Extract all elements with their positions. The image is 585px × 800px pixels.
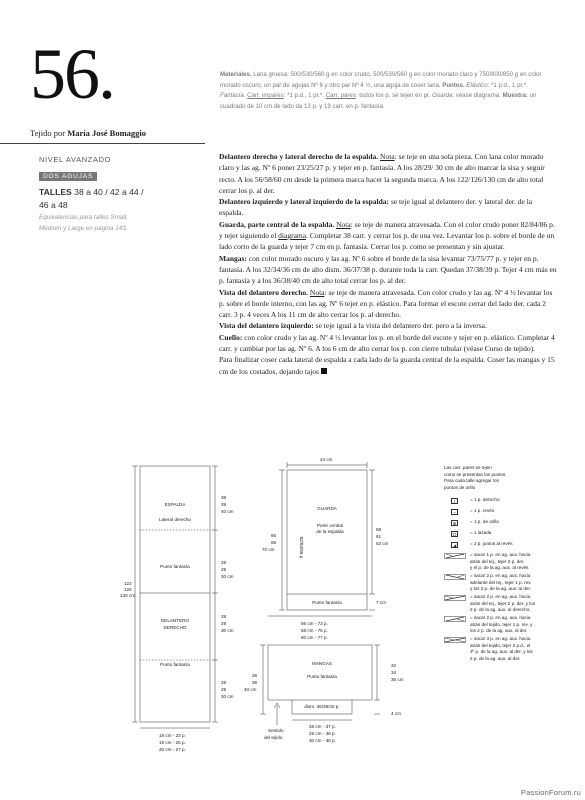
instr-title: Vista del delantero izquierdo: <box>219 321 314 331</box>
guarda-rh-c: 63 cm <box>376 541 389 546</box>
impares-text: : *1 p.d., 1 pr.*. <box>283 92 326 100</box>
instr-text: : se teje en una sola pieza. Con lana color morado claro y las ag. Nº 6 poner 23/25/27 p. y tejer en p. fantasía. A los 28/29/ 30 cm de alto marcar la sisa y seguir recto. A los 56/58/60 cm desde la primera marca hacer la segunda marca. A los 122/126/130 cm de alto total cerrar los p. al der. <box>219 152 545 195</box>
front-label-pf2: Punto fantasía <box>160 662 190 667</box>
instr-text: se teje igual al delantero der. y lateral der. de la espalda. <box>219 197 533 218</box>
guarda-h-c: 70 cm <box>262 547 275 552</box>
front-width-2: 19 cm - 25 p. <box>159 740 186 745</box>
sleeve-width-2: 58 cm - 75 p. <box>301 628 328 633</box>
seg1-b: 39 <box>221 502 227 507</box>
carr-impares: Carr. impares <box>247 92 284 100</box>
legend-head-line: Las carr. pares se tejen <box>444 465 492 470</box>
author-name: María José Bomaggio <box>67 128 147 138</box>
legend-line: atrás del tej., tejer 2 p. der. <box>470 558 525 564</box>
fantasia-label: Fantasía <box>220 92 244 100</box>
sleeve-dism: dism. 36/38/40 p. <box>304 704 340 709</box>
instr-title: Guarda, parte central de la espalda. <box>219 219 335 229</box>
cuff-width-3: 30 cm - 39 p. <box>309 738 336 743</box>
nota-label: Nota <box>309 287 325 297</box>
legend-item <box>444 497 564 508</box>
legend-line: 3º p. de la ag. aux. al der. y los <box>470 649 533 654</box>
cable-cross-icon <box>444 553 466 559</box>
guarda-rh-b: 61 <box>376 534 382 539</box>
guarda-rh-a: 59 <box>376 527 382 532</box>
legend-text <box>470 552 564 572</box>
sleeve-h-b: 38 <box>252 680 258 685</box>
symbol-legend <box>444 465 564 664</box>
legend-item <box>444 530 564 541</box>
sleeve-width-3: 60 cm - 77 p. <box>301 635 328 640</box>
guarda-h-b: 68 <box>271 540 277 545</box>
instr-text: : se teje de manera atravesada. Con color crudo y las ag. Nº 4 ½ levantar los p. sobre el borde interno, con las ag. Nº 6 tejer en p. elástico. Para formar el escote cerrar del lado der. cada 2 carr. 3 p. 4 veces A los 11 cm de alto cerrar los p. al derecho. <box>219 287 553 320</box>
legend-text: = 1 p. de orillo <box>470 519 499 524</box>
legend-line: 2 p. de la ag. aux. al derecho. <box>470 607 531 612</box>
guarda-width: 24 cm <box>320 457 333 462</box>
instr-title: Delantero izquierdo y lateral izquierdo de la espalda: <box>219 197 390 207</box>
legend-line: y los 2 p. de la ag. aux. al der. <box>470 586 532 591</box>
guarda-points: 82/84/86 p. <box>299 536 304 560</box>
equiv-line2: Medium y Large en página 143. <box>39 224 128 232</box>
legend-line: los 2 p. de la ag. aux. al der. <box>470 628 528 633</box>
instr-text: . Completar 38 carr. y cerrar los p. de una vez. Levantar los p. sobre el borde de un lado corto de la guarda y tejer 7 cm en p. fantasía. Cerrar los p. como se presentan y sin ajustar. <box>219 231 555 252</box>
legend-line: = sacar 3 p. en ag. aux. hacia <box>470 636 531 641</box>
guarda-pf: Punto fantasía <box>312 600 342 605</box>
legend-text <box>470 636 564 662</box>
legend-text <box>470 573 564 593</box>
legend-text: = 1 p. derecho <box>470 497 500 502</box>
seg1-c: 40 cm <box>221 509 234 514</box>
legend-line: = sacar 2 p. en ag. aux. hacia <box>470 594 531 599</box>
pattern-number: 56. <box>30 34 114 114</box>
knit-stitch-icon: I <box>451 498 458 504</box>
seg4-c: 30 cm <box>221 694 234 699</box>
seg3-c: 30 cm <box>221 628 234 633</box>
elastico-text: : *1 p.d., 1 pr.*. <box>487 81 528 89</box>
nota-label: Nota <box>336 219 351 229</box>
muestra-text: un cuadrado de 10 cm de lado da 13 p. y 19 carr. en p. fantasía. <box>220 92 537 110</box>
seg2-a: 28 <box>221 560 227 565</box>
sizes-label: TALLES <box>39 187 72 197</box>
legend-head-line: puntos de orillo <box>444 484 476 490</box>
sentido-1: Sentido <box>268 728 284 733</box>
legend-heading <box>444 465 564 491</box>
instr-title: Delantero derecho y lateral derecho de la espalda. <box>219 152 379 161</box>
legend-text <box>470 615 564 635</box>
nota-label: Nota <box>380 152 395 161</box>
technique-badge: DOS AGUJAS <box>39 172 97 181</box>
guarda-7cm: 7 cm <box>376 600 386 605</box>
level-label: NIVEL AVANZADO <box>39 155 112 164</box>
guarda-h-a: 66 <box>271 533 277 538</box>
purl-two-together-icon: ◢ <box>452 542 457 548</box>
front-label-espalda: ESPALDA <box>164 502 186 507</box>
legend-line: atrás del tej., tejer 2 p. der. y los <box>470 600 536 606</box>
sizes-line1: 38 a 40 / 42 a 44 / <box>71 187 144 197</box>
seg2-c: 30 cm <box>221 574 234 579</box>
sleeve-h-a: 36 <box>252 673 258 678</box>
diagrama-link: diagrama <box>278 231 307 241</box>
legend-line: 2 p. de la ag. aux. al der. <box>470 655 521 661</box>
instr-text: Para finalizar coser cada lateral de espalda a cada lado de la guarda central de la espalda. Coser las mangas y 15 cm de los costados, dejando tajos <box>219 355 555 376</box>
sleeve-label: MANGAS <box>312 661 332 666</box>
guarda-label: GUARDA <box>317 506 337 511</box>
legend-item <box>444 636 564 664</box>
yarn-over-icon <box>451 531 458 537</box>
cable-cross-icon <box>444 616 466 622</box>
legend-line: atrás del tejido, tejer 2 p.d., el <box>470 642 531 648</box>
legend-item <box>444 594 564 615</box>
pares-text: : todos los p. se tejen en pr. <box>355 92 433 100</box>
edge-stitch-icon: ⊕ <box>452 520 457 526</box>
sleeve-pf: Punto fantasía <box>307 674 337 679</box>
cable-cross-icon <box>444 637 466 643</box>
muestra-label: Muestra: <box>502 92 528 100</box>
legend-line: = sacar 2 p. en ag. aux. hacia <box>470 573 531 578</box>
legend-item <box>444 615 564 636</box>
legend-line: y el p. de la ag. aux. al revés <box>470 565 529 570</box>
total-height-1: 122 <box>124 581 132 586</box>
guarda-sub2: de la espalda <box>316 529 344 534</box>
instr-text: se teje igual a la vista del delantero der. pero a la inversa. <box>313 321 487 331</box>
sentido-2: del tejido <box>264 735 283 740</box>
legend-line: = sacar 2 p. en ag. aux. hacia <box>470 615 531 620</box>
legend-text: = 2 p. juntos al revés <box>470 541 513 546</box>
sleeve-rh-a: 32 <box>391 663 397 668</box>
cuff-width-2: 29 cm - 38 p. <box>309 731 336 736</box>
instr-text: : se teje de manera atravesada. Con el color crudo poner 82/84/86 p. y tejer siguiendo el <box>219 219 555 241</box>
cuff-width-1: 28 cm - 37 p. <box>309 724 336 729</box>
legend-line: adelante del tej., tejer 1 p. rev. <box>470 579 532 585</box>
materials-label: Materiales. <box>220 71 252 78</box>
legend-head-line: Para cada talle agregar los <box>444 478 499 483</box>
fantasia-sep: . <box>243 92 248 100</box>
cable-cross-icon <box>444 574 466 580</box>
legend-item <box>444 552 564 573</box>
guarda-sub1: Parte central <box>316 523 344 528</box>
carr-pares: Carr. pares <box>325 92 356 100</box>
sizes-line2: 46 a 48 <box>39 200 68 210</box>
instr-text: con color crudo y las ag. Nº 4 ½ levantar los p. en el borde del escote y tejer en p. elástico. Completar 4 carr. y cambiar por las ag. Nº 6. A los 6 cm de alto cerrar los p. con cierre tubular (véase Curso de tejido). <box>219 332 555 354</box>
purl-stitch-icon: – <box>451 509 458 515</box>
sleeve-4cm: 4 cm <box>391 711 401 716</box>
author-prefix: Tejido por <box>30 128 66 138</box>
front-label-pf1: Punto fantasía <box>160 564 190 569</box>
total-height-3: 130 cm <box>120 593 136 598</box>
seg3-a: 28 <box>221 614 227 619</box>
guarda-label: Guarda <box>432 92 453 100</box>
legend-line: atrás del tejido, tejer 1 p. rev. y <box>470 621 533 627</box>
legend-text: = 1 p. revés <box>470 508 495 513</box>
legend-item <box>444 519 564 530</box>
materials-text: Lana gruesa: 500/530/560 g en color crudo, 500/530/560 g en color morado claro y 750/800/850 g en color morado oscuro, un par de agujas Nº 6 y otro par Nº 4 ½, una aguja de coser lana. <box>220 71 542 89</box>
seg4-a: 28 <box>221 680 227 685</box>
legend-head-line: como se presentan los puntos <box>444 471 506 477</box>
instr-title: Cuello: <box>219 332 243 342</box>
sleeve-h-c: 40 cm <box>244 687 257 692</box>
instr-title: Vista del delantero derecho. <box>219 287 309 297</box>
front-width-3: 20 cm - 27 p. <box>159 747 186 752</box>
seg4-b: 29 <box>221 687 227 692</box>
legend-item <box>444 541 564 552</box>
guarda-outline <box>287 470 367 610</box>
sleeve-width-1: 56 cm - 73 p. <box>301 621 328 626</box>
sleeve-rh-b: 34 <box>391 670 397 675</box>
legend-item <box>444 508 564 519</box>
seg2-b: 29 <box>221 567 227 572</box>
total-height-2: 126 <box>124 587 132 592</box>
elastico-label: Elástico <box>464 81 488 89</box>
legend-text: = 1 lazada <box>470 530 492 535</box>
instr-title: Mangas: <box>219 253 247 263</box>
legend-text <box>470 594 564 614</box>
sleeve-rh-c: 36 cm <box>391 677 404 682</box>
legend-line: = sacar 1 p. en ag. aux. hacia <box>470 552 531 557</box>
front-width-1: 18 cm - 23 p. <box>159 733 186 738</box>
front-label-derecho: DERECHO <box>163 625 187 630</box>
front-label-lateral: Lateral derecho <box>159 517 191 522</box>
instr-text: con color morado oscuro y las ag. Nº 6 sobre el borde de la sisa levantar 73/75/77 p. y tejer en p. fantasía. A los 32/34/36 cm de alto dism. 36/37/38 p. durante toda la carr. Quedan 37/38/39 p. Tejer 4 cm más en p. fantasía y a los 36/38/40 cm de alto total cerrar los p. al der. <box>219 253 557 286</box>
cable-cross-icon <box>444 595 466 601</box>
puntos-label: Puntos. <box>442 81 465 89</box>
watermark: PassionForum.ru <box>520 788 581 797</box>
equiv-line1: Equivalencias para talles Small, <box>39 214 128 221</box>
guarda-text: : véase diagrama. <box>452 92 503 100</box>
seg1-a: 38 <box>221 495 227 500</box>
seg3-b: 29 <box>221 621 227 626</box>
legend-item <box>444 573 564 594</box>
front-label-delantero: DELANTERO <box>160 618 190 623</box>
